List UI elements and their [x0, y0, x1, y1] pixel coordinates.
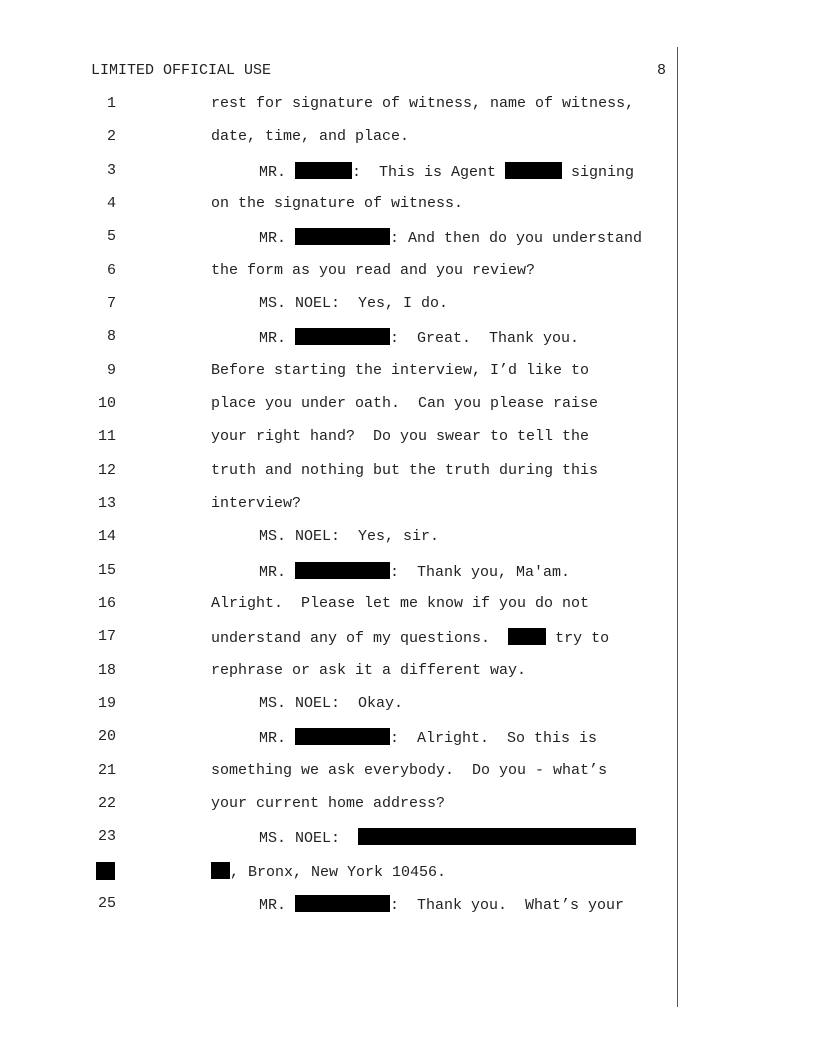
- transcript-line: [0, 828, 816, 848]
- line-text-segment: : Alright. So this is: [390, 730, 598, 747]
- line-number: 25: [97, 895, 116, 912]
- line-text: MS. NOEL: Okay.: [259, 695, 404, 712]
- transcript-line: [0, 495, 816, 515]
- redaction-box: [211, 862, 230, 879]
- transcript-line: [0, 395, 816, 415]
- line-text: place you under oath. Can you please raise: [211, 395, 599, 412]
- line-text-segment: : Thank you. What’s your: [390, 897, 625, 914]
- line-text: [259, 728, 597, 747]
- line-text: rephrase or ask it a different way.: [211, 662, 527, 679]
- line-text: [211, 628, 609, 647]
- transcript-line: [0, 428, 816, 448]
- transcript-line: [0, 895, 816, 915]
- transcript-line: [0, 462, 816, 482]
- line-text: [259, 228, 642, 247]
- transcript-line: [0, 728, 816, 748]
- line-text: date, time, and place.: [211, 128, 410, 145]
- redaction-box: [358, 828, 636, 845]
- redaction-box: [295, 895, 390, 912]
- line-text: your right hand? Do you swear to tell the: [211, 428, 590, 445]
- transcript-line: [0, 262, 816, 282]
- redaction-box: [295, 228, 390, 245]
- line-number: 1: [106, 95, 116, 112]
- line-number: 12: [97, 462, 116, 479]
- line-number: 18: [97, 662, 116, 679]
- line-text: MS. NOEL: Yes, I do.: [259, 295, 449, 312]
- redaction-box: [508, 628, 546, 645]
- page-number: 8: [657, 62, 667, 79]
- speaker-prefix: MS. NOEL:: [259, 830, 359, 847]
- transcript-line: [0, 162, 816, 182]
- line-number: 16: [97, 595, 116, 612]
- line-text: on the signature of witness.: [211, 195, 464, 212]
- line-number: 6: [106, 262, 116, 279]
- line-number: 3: [106, 162, 116, 179]
- redaction-box: [295, 562, 390, 579]
- line-text: Alright. Please let me know if you do not: [211, 595, 590, 612]
- line-number: 13: [97, 495, 116, 512]
- transcript-line: [0, 228, 816, 248]
- transcript-line: [0, 562, 816, 582]
- transcript-line: [0, 528, 816, 548]
- line-number: 10: [97, 395, 116, 412]
- redaction-box: [295, 728, 390, 745]
- line-text: the form as you read and you review?: [211, 262, 536, 279]
- line-number: 11: [97, 428, 116, 445]
- transcript-line: [0, 95, 816, 115]
- speaker-prefix: MR.: [259, 330, 296, 347]
- transcript-line: [0, 328, 816, 348]
- speaker-prefix: MR.: [259, 164, 296, 181]
- line-text: truth and nothing but the truth during this: [211, 462, 599, 479]
- speaker-prefix: MR.: [259, 730, 296, 747]
- line-number: 5: [106, 228, 116, 245]
- line-text: something we ask everybody. Do you - what’s: [211, 762, 608, 779]
- line-number: 8: [106, 328, 116, 345]
- line-text: [259, 162, 634, 181]
- line-text: [211, 862, 446, 881]
- line-text: [259, 895, 624, 914]
- line-number: 2: [106, 128, 116, 145]
- line-text-segment: : Thank you, Ma'am.: [390, 564, 571, 581]
- line-text-segment: : And then do you understand: [390, 230, 643, 247]
- transcript-line: [0, 795, 816, 815]
- transcript-line: [0, 762, 816, 782]
- line-text: interview?: [211, 495, 302, 512]
- line-text: [259, 328, 579, 347]
- transcript-line: [0, 195, 816, 215]
- line-number: 23: [97, 828, 116, 845]
- redaction-box: [505, 162, 562, 179]
- transcript-line: [0, 662, 816, 682]
- speaker-prefix: MR.: [259, 564, 296, 581]
- transcript-line: [0, 362, 816, 382]
- line-text: MS. NOEL: Yes, sir.: [259, 528, 440, 545]
- line-number: 19: [97, 695, 116, 712]
- redaction-box: [295, 328, 390, 345]
- line-number: 7: [106, 295, 116, 312]
- line-number: 22: [97, 795, 116, 812]
- line-text: Before starting the interview, I’d like to: [211, 362, 590, 379]
- speaker-prefix: MR.: [259, 897, 296, 914]
- transcript-line: [0, 695, 816, 715]
- transcript-line: [0, 595, 816, 615]
- transcript-line: [0, 862, 816, 882]
- line-number-redaction: [96, 862, 115, 880]
- line-text: [259, 828, 636, 847]
- line-number: 17: [97, 628, 116, 645]
- line-text-segment: , Bronx, New York 10456.: [230, 864, 447, 881]
- transcript-line: [0, 295, 816, 315]
- line-text-segment: : This is Agent: [352, 164, 506, 181]
- line-number: 15: [97, 562, 116, 579]
- line-text-segment: understand any of my questions.: [211, 630, 509, 647]
- line-text-segment: try to: [546, 630, 610, 647]
- line-text: [259, 562, 570, 581]
- classification-header: LIMITED OFFICIAL USE: [91, 62, 272, 79]
- line-number: 20: [97, 728, 116, 745]
- line-number: 21: [97, 762, 116, 779]
- line-number: 9: [106, 362, 116, 379]
- redaction-box: [295, 162, 352, 179]
- speaker-prefix: MR.: [259, 230, 296, 247]
- transcript-line: [0, 628, 816, 648]
- line-number: 4: [106, 195, 116, 212]
- line-text: your current home address?: [211, 795, 446, 812]
- line-text-segment: signing: [562, 164, 635, 181]
- transcript-line: [0, 128, 816, 148]
- line-text: rest for signature of witness, name of witness,: [211, 95, 635, 112]
- line-text-segment: : Great. Thank you.: [390, 330, 580, 347]
- line-number: 14: [97, 528, 116, 545]
